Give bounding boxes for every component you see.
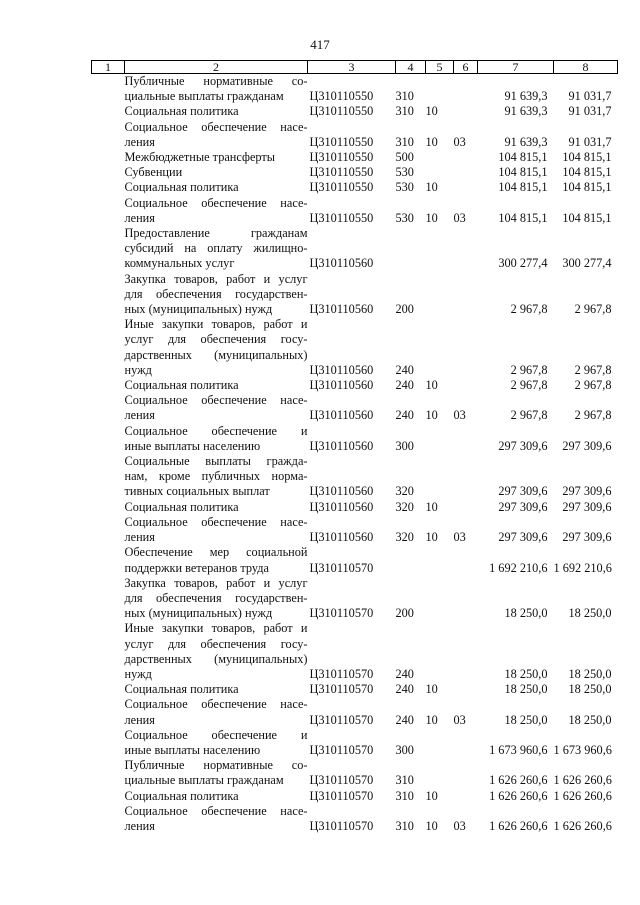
row-name-line: дарственных (муниципальных) bbox=[124, 347, 308, 362]
row-section bbox=[426, 424, 454, 454]
row-code: Ц310110570 bbox=[309, 606, 374, 621]
row-name bbox=[125, 454, 308, 500]
row-subsection bbox=[454, 682, 478, 697]
row-name-line: дарственных (муниципальных) bbox=[124, 651, 308, 666]
row-name-line: ных (муниципальных) нужд bbox=[124, 606, 273, 621]
row-expense-type: 300 bbox=[395, 742, 414, 757]
row-expense-type: 530 bbox=[395, 210, 414, 225]
row-subsection bbox=[454, 728, 478, 758]
row-code: Ц310110560 bbox=[309, 499, 374, 514]
row-section bbox=[426, 317, 454, 378]
budget-table bbox=[91, 60, 618, 834]
row-code: Ц310110560 bbox=[309, 302, 374, 317]
row-number-cell bbox=[92, 804, 125, 834]
row-name-line: Межбюджетные трансферты bbox=[124, 150, 276, 165]
row-name bbox=[125, 682, 308, 697]
row-name-line: Социальная политика bbox=[124, 180, 239, 195]
row-code: Ц310110550 bbox=[309, 150, 374, 165]
row-name-line: Социальное обеспечение и bbox=[124, 727, 308, 742]
row-value-col7: 104 815,1 bbox=[498, 165, 548, 180]
row-section bbox=[426, 226, 454, 272]
table-row bbox=[92, 454, 618, 500]
row-code: Ц310110570 bbox=[309, 666, 374, 681]
row-expense-type: 310 bbox=[395, 134, 414, 149]
row-value-col8: 1 692 210,6 bbox=[553, 560, 612, 575]
row-number-cell bbox=[92, 545, 125, 575]
row-value-col7: 18 250,0 bbox=[504, 666, 548, 681]
table-row bbox=[92, 165, 618, 180]
row-name bbox=[125, 226, 308, 272]
row-code: Ц310110550 bbox=[309, 165, 374, 180]
row-expense-type: 530 bbox=[395, 165, 414, 180]
row-name-line: ления bbox=[124, 408, 155, 423]
row-subsection bbox=[454, 576, 478, 622]
row-code: Ц310110560 bbox=[309, 484, 374, 499]
row-name-line: Социальная политика bbox=[124, 104, 239, 119]
row-code: Ц310110560 bbox=[309, 530, 374, 545]
row-expense-type: 240 bbox=[395, 408, 414, 423]
row-expense-type: 310 bbox=[395, 89, 414, 104]
row-value-col8: 297 309,6 bbox=[562, 438, 612, 453]
row-value-col7: 104 815,1 bbox=[498, 180, 548, 195]
row-name-line: Социальное обеспечение насе- bbox=[124, 393, 308, 408]
row-number-cell bbox=[92, 500, 125, 515]
row-name-line: циальные выплаты гражданам bbox=[124, 89, 284, 104]
row-code: Ц310110570 bbox=[309, 818, 374, 833]
row-subsection bbox=[454, 180, 478, 195]
row-number-cell bbox=[92, 196, 125, 226]
row-name-line: нужд bbox=[124, 362, 152, 377]
row-number-cell bbox=[92, 74, 125, 105]
row-name-line: иные выплаты населению bbox=[124, 438, 261, 453]
row-name-line: Социальная политика bbox=[124, 788, 239, 803]
row-number-cell bbox=[92, 393, 125, 423]
row-expense-type: 320 bbox=[395, 484, 414, 499]
row-section: 10 bbox=[425, 682, 438, 697]
row-expense-type: 200 bbox=[395, 606, 414, 621]
row-name bbox=[125, 378, 308, 393]
row-subsection: 03 bbox=[453, 712, 466, 727]
row-section bbox=[426, 150, 454, 165]
row-name-line: услуг для обеспечения госу- bbox=[124, 332, 308, 347]
row-value-col7: 18 250,0 bbox=[504, 606, 548, 621]
row-expense-type: 200 bbox=[395, 302, 414, 317]
row-value-col7: 1 692 210,6 bbox=[489, 560, 548, 575]
row-subsection bbox=[454, 758, 478, 788]
row-number-cell bbox=[92, 180, 125, 195]
row-value-col7: 1 626 260,6 bbox=[489, 818, 548, 833]
row-value-col8: 300 277,4 bbox=[562, 256, 612, 271]
row-value-col8: 18 250,0 bbox=[568, 712, 612, 727]
row-name-line: Иные закупки товаров, работ и bbox=[124, 621, 308, 636]
row-code: Ц310110550 bbox=[309, 134, 374, 149]
row-name-line: поддержки ветеранов труда bbox=[124, 560, 269, 575]
column-number-row bbox=[92, 61, 618, 74]
row-code: Ц310110570 bbox=[309, 712, 374, 727]
row-subsection bbox=[454, 454, 478, 500]
row-expense-type bbox=[396, 226, 426, 272]
row-value-col8: 2 967,8 bbox=[574, 362, 612, 377]
table-row bbox=[92, 545, 618, 575]
row-name bbox=[125, 272, 308, 318]
row-value-col8: 104 815,1 bbox=[562, 210, 612, 225]
row-name-line: Социальное обеспечение и bbox=[124, 423, 308, 438]
row-name-line: циальные выплаты гражданам bbox=[124, 773, 284, 788]
row-subsection bbox=[454, 424, 478, 454]
row-code: Ц310110560 bbox=[309, 408, 374, 423]
row-value-col8: 1 626 260,6 bbox=[553, 788, 612, 803]
row-section bbox=[426, 576, 454, 622]
page-number: 417 bbox=[310, 37, 330, 52]
row-value-col7: 297 309,6 bbox=[498, 530, 548, 545]
row-subsection: 03 bbox=[453, 818, 466, 833]
row-value-col7: 91 639,3 bbox=[504, 104, 548, 119]
row-name-line: Социальное обеспечение насе- bbox=[124, 119, 308, 134]
row-name bbox=[125, 393, 308, 423]
table-row bbox=[92, 272, 618, 318]
row-code: Ц310110570 bbox=[309, 773, 374, 788]
row-subsection bbox=[454, 104, 478, 119]
row-value-col8: 104 815,1 bbox=[562, 165, 612, 180]
table-row bbox=[92, 393, 618, 423]
row-expense-type: 240 bbox=[395, 712, 414, 727]
row-number-cell bbox=[92, 104, 125, 119]
row-expense-type: 500 bbox=[395, 150, 414, 165]
row-name-line: услуг для обеспечения госу- bbox=[124, 636, 308, 651]
row-value-col8: 18 250,0 bbox=[568, 682, 612, 697]
row-code: Ц310110570 bbox=[309, 682, 374, 697]
row-value-col8: 2 967,8 bbox=[574, 408, 612, 423]
row-section: 10 bbox=[425, 180, 438, 195]
row-value-col7: 104 815,1 bbox=[498, 150, 548, 165]
row-name bbox=[125, 317, 308, 378]
row-value-col7: 2 967,8 bbox=[510, 302, 548, 317]
row-value-col8: 297 309,6 bbox=[562, 499, 612, 514]
row-subsection bbox=[454, 378, 478, 393]
row-number-cell bbox=[92, 758, 125, 788]
row-name-line: Социальная политика bbox=[124, 682, 239, 697]
row-name bbox=[125, 804, 308, 834]
row-section: 10 bbox=[425, 134, 438, 149]
row-number-cell bbox=[92, 272, 125, 318]
row-value-col7: 297 309,6 bbox=[498, 484, 548, 499]
column-header-2: 2 bbox=[125, 61, 308, 74]
column-header-8: 8 bbox=[554, 61, 618, 74]
row-number-cell bbox=[92, 120, 125, 150]
row-subsection: 03 bbox=[453, 408, 466, 423]
row-name bbox=[125, 789, 308, 804]
row-section bbox=[426, 728, 454, 758]
row-section bbox=[426, 74, 454, 105]
row-subsection bbox=[454, 621, 478, 682]
row-name-line: Социальное обеспечение насе- bbox=[124, 803, 308, 818]
row-name-line: нужд bbox=[124, 666, 152, 681]
row-value-col7: 297 309,6 bbox=[498, 499, 548, 514]
row-value-col7: 1 673 960,6 bbox=[489, 742, 548, 757]
row-value-col8: 18 250,0 bbox=[568, 666, 612, 681]
row-name-line: тивных социальных выплат bbox=[124, 484, 270, 499]
row-value-col7: 18 250,0 bbox=[504, 712, 548, 727]
row-number-cell bbox=[92, 621, 125, 682]
row-subsection: 03 bbox=[453, 134, 466, 149]
table-row bbox=[92, 180, 618, 195]
row-subsection bbox=[454, 545, 478, 575]
table-row bbox=[92, 150, 618, 165]
row-value-col7: 300 277,4 bbox=[498, 256, 548, 271]
row-number-cell bbox=[92, 576, 125, 622]
row-name-line: иные выплаты населению bbox=[124, 742, 261, 757]
row-value-col8: 91 031,7 bbox=[568, 104, 612, 119]
row-code: Ц310110570 bbox=[309, 788, 374, 803]
row-name-line: нам, кроме публичных норма- bbox=[124, 469, 308, 484]
table-row bbox=[92, 104, 618, 119]
row-value-col7: 2 967,8 bbox=[510, 362, 548, 377]
table-body bbox=[92, 74, 618, 835]
row-name bbox=[125, 500, 308, 515]
column-header-4: 4 bbox=[396, 61, 426, 74]
table-row bbox=[92, 697, 618, 727]
row-section: 10 bbox=[425, 378, 438, 393]
row-subsection bbox=[454, 317, 478, 378]
row-value-col8: 1 673 960,6 bbox=[553, 742, 612, 757]
row-name-line: Социальная политика bbox=[124, 378, 239, 393]
row-number-cell bbox=[92, 789, 125, 804]
row-name bbox=[125, 196, 308, 226]
row-section: 10 bbox=[425, 712, 438, 727]
table-row bbox=[92, 804, 618, 834]
table-row bbox=[92, 728, 618, 758]
row-code: Ц310110560 bbox=[309, 362, 374, 377]
row-section: 10 bbox=[425, 818, 438, 833]
row-expense-type: 240 bbox=[395, 666, 414, 681]
row-section bbox=[426, 758, 454, 788]
row-name-line: Обеспечение мер социальной bbox=[124, 545, 308, 560]
row-section: 10 bbox=[425, 499, 438, 514]
row-number-cell bbox=[92, 697, 125, 727]
row-section bbox=[426, 454, 454, 500]
row-code: Ц310110550 bbox=[309, 104, 374, 119]
row-name bbox=[125, 120, 308, 150]
row-name-line: Закупка товаров, работ и услуг bbox=[124, 575, 308, 590]
row-expense-type: 310 bbox=[395, 818, 414, 833]
row-section: 10 bbox=[425, 104, 438, 119]
row-number-cell bbox=[92, 226, 125, 272]
row-name-line: Публичные нормативные со- bbox=[124, 74, 308, 88]
row-name-line: Социальное обеспечение насе- bbox=[124, 697, 308, 712]
row-name-line: коммунальных услуг bbox=[124, 256, 235, 271]
table-row bbox=[92, 576, 618, 622]
row-number-cell bbox=[92, 378, 125, 393]
row-value-col8: 91 031,7 bbox=[568, 134, 612, 149]
row-name-line: Предоставление гражданам bbox=[124, 226, 308, 241]
row-value-col7: 91 639,3 bbox=[504, 134, 548, 149]
row-value-col7: 2 967,8 bbox=[510, 378, 548, 393]
row-name bbox=[125, 621, 308, 682]
row-name bbox=[125, 424, 308, 454]
row-section: 10 bbox=[425, 210, 438, 225]
row-value-col8: 104 815,1 bbox=[562, 180, 612, 195]
row-number-cell bbox=[92, 515, 125, 545]
row-name bbox=[125, 180, 308, 195]
row-value-col7: 18 250,0 bbox=[504, 682, 548, 697]
row-subsection bbox=[454, 272, 478, 318]
row-number-cell bbox=[92, 424, 125, 454]
row-value-col8: 1 626 260,6 bbox=[553, 818, 612, 833]
row-name bbox=[125, 515, 308, 545]
row-code: Ц310110560 bbox=[309, 378, 374, 393]
row-name-line: Закупка товаров, работ и услуг bbox=[124, 271, 308, 286]
row-value-col8: 91 031,7 bbox=[568, 89, 612, 104]
row-section bbox=[426, 165, 454, 180]
row-value-col7: 1 626 260,6 bbox=[489, 773, 548, 788]
table-row bbox=[92, 74, 618, 105]
row-number-cell bbox=[92, 165, 125, 180]
row-value-col7: 1 626 260,6 bbox=[489, 788, 548, 803]
column-header-1: 1 bbox=[92, 61, 125, 74]
row-section: 10 bbox=[425, 530, 438, 545]
row-subsection bbox=[454, 165, 478, 180]
table-row bbox=[92, 758, 618, 788]
row-name-line: Социальные выплаты гражда- bbox=[124, 454, 308, 469]
row-number-cell bbox=[92, 150, 125, 165]
row-subsection: 03 bbox=[453, 210, 466, 225]
table-row bbox=[92, 621, 618, 682]
table-row bbox=[92, 317, 618, 378]
row-subsection bbox=[454, 74, 478, 105]
row-value-col7: 2 967,8 bbox=[510, 408, 548, 423]
row-expense-type: 310 bbox=[395, 788, 414, 803]
row-expense-type: 300 bbox=[395, 438, 414, 453]
row-name-line: Социальная политика bbox=[124, 499, 239, 514]
row-section: 10 bbox=[425, 408, 438, 423]
row-name-line: Субвенции bbox=[124, 165, 183, 180]
row-section bbox=[426, 545, 454, 575]
table-row bbox=[92, 789, 618, 804]
row-section bbox=[426, 621, 454, 682]
row-value-col7: 104 815,1 bbox=[498, 210, 548, 225]
row-value-col7: 297 309,6 bbox=[498, 438, 548, 453]
row-name bbox=[125, 74, 308, 105]
row-subsection bbox=[454, 226, 478, 272]
row-code: Ц310110560 bbox=[309, 256, 374, 271]
row-code: Ц310110550 bbox=[309, 210, 374, 225]
row-code: Ц310110570 bbox=[309, 560, 374, 575]
row-subsection bbox=[454, 500, 478, 515]
row-expense-type: 240 bbox=[395, 378, 414, 393]
table-row bbox=[92, 226, 618, 272]
row-code: Ц310110550 bbox=[309, 89, 374, 104]
row-value-col7: 91 639,3 bbox=[504, 89, 548, 104]
row-name-line: ления bbox=[124, 210, 155, 225]
row-name-line: Иные закупки товаров, работ и bbox=[124, 317, 308, 332]
row-name-line: ления bbox=[124, 530, 155, 545]
row-name-line: субсидий на оплату жилищно- bbox=[124, 241, 308, 256]
table-row bbox=[92, 196, 618, 226]
table-row bbox=[92, 515, 618, 545]
row-name bbox=[125, 576, 308, 622]
table-row bbox=[92, 500, 618, 515]
row-name bbox=[125, 728, 308, 758]
row-code: Ц310110550 bbox=[309, 180, 374, 195]
row-expense-type: 240 bbox=[395, 682, 414, 697]
row-subsection bbox=[454, 789, 478, 804]
row-section: 10 bbox=[425, 788, 438, 803]
row-name-line: ления bbox=[124, 134, 155, 149]
row-value-col8: 18 250,0 bbox=[568, 606, 612, 621]
table-row bbox=[92, 378, 618, 393]
row-expense-type: 320 bbox=[395, 499, 414, 514]
row-value-col8: 297 309,6 bbox=[562, 484, 612, 499]
row-name-line: для обеспечения государствен- bbox=[124, 286, 308, 301]
column-header-6: 6 bbox=[454, 61, 478, 74]
column-header-5: 5 bbox=[426, 61, 454, 74]
row-value-col8: 1 626 260,6 bbox=[553, 773, 612, 788]
row-name bbox=[125, 104, 308, 119]
column-header-3: 3 bbox=[308, 61, 396, 74]
row-expense-type: 530 bbox=[395, 180, 414, 195]
row-number-cell bbox=[92, 317, 125, 378]
column-header-7: 7 bbox=[478, 61, 554, 74]
row-name bbox=[125, 545, 308, 575]
row-code: Ц310110560 bbox=[309, 438, 374, 453]
row-name bbox=[125, 758, 308, 788]
row-expense-type: 310 bbox=[395, 773, 414, 788]
row-value-col8: 2 967,8 bbox=[574, 378, 612, 393]
row-name bbox=[125, 165, 308, 180]
row-name bbox=[125, 697, 308, 727]
row-number-cell bbox=[92, 682, 125, 697]
row-code: Ц310110570 bbox=[309, 742, 374, 757]
row-name-line: ления bbox=[124, 818, 155, 833]
row-subsection: 03 bbox=[453, 530, 466, 545]
row-name-line: для обеспечения государствен- bbox=[124, 590, 308, 605]
table-row bbox=[92, 682, 618, 697]
row-number-cell bbox=[92, 728, 125, 758]
row-name-line: ления bbox=[124, 712, 155, 727]
row-number-cell bbox=[92, 454, 125, 500]
row-name-line: Публичные нормативные со- bbox=[124, 758, 308, 773]
row-section bbox=[426, 272, 454, 318]
row-expense-type: 240 bbox=[395, 362, 414, 377]
row-name-line: ных (муниципальных) нужд bbox=[124, 302, 273, 317]
row-name-line: Социальное обеспечение насе- bbox=[124, 195, 308, 210]
row-expense-type bbox=[396, 545, 426, 575]
row-name-line: Социальное обеспечение насе- bbox=[124, 514, 308, 529]
row-value-col8: 297 309,6 bbox=[562, 530, 612, 545]
row-subsection bbox=[454, 150, 478, 165]
row-name bbox=[125, 150, 308, 165]
row-expense-type: 320 bbox=[395, 530, 414, 545]
row-value-col8: 104 815,1 bbox=[562, 150, 612, 165]
row-expense-type: 310 bbox=[395, 104, 414, 119]
row-value-col8: 2 967,8 bbox=[574, 302, 612, 317]
table-row bbox=[92, 120, 618, 150]
table-row bbox=[92, 424, 618, 454]
